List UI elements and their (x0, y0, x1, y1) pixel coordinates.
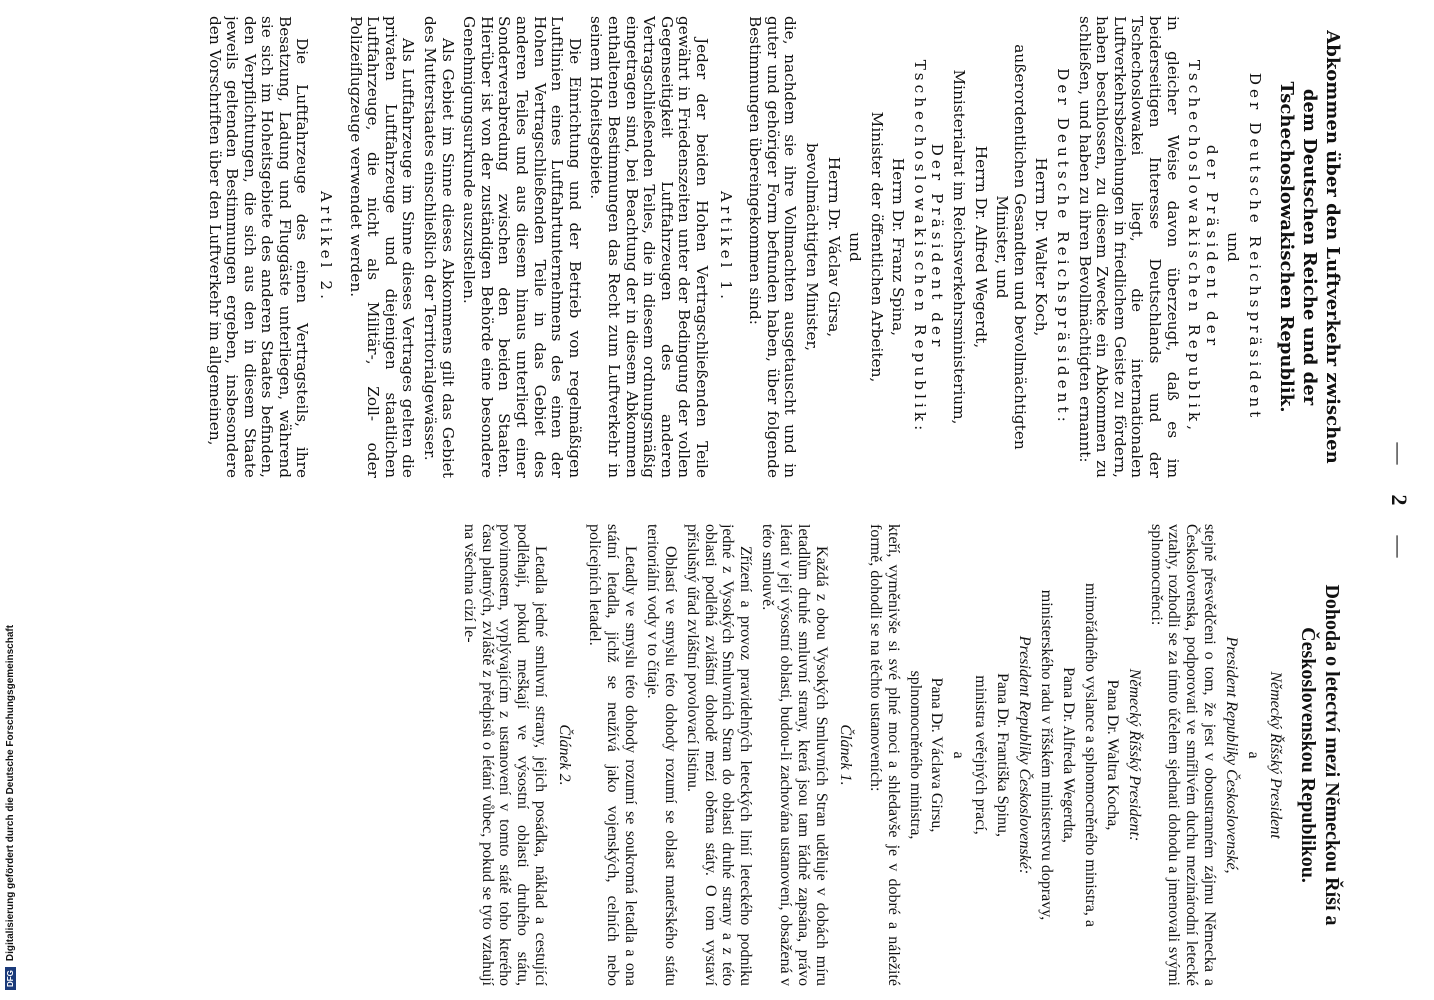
czech-rp-name2: Pana Dr. Alfreda Wegerdta, (1059, 667, 1077, 843)
german-title: Abkommen über den Luftverkehr zwischen dem Deutschen Reiche und der Tschechoslowakischen Republik. (1276, 30, 1343, 464)
digitization-notice: Digitalisierung gefördert durch die Deutsche Forschungsgemeinschaft (4, 624, 16, 962)
german-rp-name2: Herrn Dr. Alfred Wegerdt, (971, 145, 990, 349)
czech-cz-heading: President Republiky Československé: (1016, 635, 1034, 875)
german-und1: und (1224, 232, 1243, 262)
german-art1-heading: Artikel 1. (716, 190, 735, 304)
german-column (14, 16, 1344, 478)
page-number-line (1364, 0, 1434, 1000)
digitization-sidebar (0, 0, 20, 1000)
page-number: 2 (1387, 494, 1412, 506)
czech-preamble: stejně přesvědčeni o tom, že jest v oboustranném zájmu Německa a Československa, podporovati ve smířlivém duchu mezinárodní letecké vztahy, rozhodli se za tímto účelem sjednati dohodu a jmenovali svými splnomocněnci: (1147, 524, 1219, 986)
german-art1-p4: Als Luftfahrzeuge im Sinne dieses Vertrages gelten die privaten Luftfahrzeuge und diejenigen staatlichen Luftfahrzeuge, die nicht als Militär-, Zoll- oder Polizeiflugzeuge verwendet werden. (346, 16, 418, 478)
czech-art2-heading: Článek 2. (556, 724, 574, 786)
czech-a2: a (950, 751, 968, 759)
german-agreement: die, nachdem sie ihre Vollmachten ausgetauscht und in guter und gehöriger Form befunden haben, über folgende Bestimmungen übereingekommen sind: (746, 16, 800, 478)
page-number-dash-right: — (1387, 535, 1412, 558)
german-rp-role2: Ministerialrat im Reichsverkehrsministerium, (950, 69, 969, 425)
german-party2: der Präsident der Tschechoslowakischen Republik, (1185, 59, 1221, 435)
german-art1-p3: Als Gebiet im Sinne dieses Abkommens gilt das Gebiet des Mutterstaates einschließlich der Territorialgewässer. (421, 16, 457, 478)
czech-cz-role1: ministra veřejných prací, (972, 675, 990, 835)
dfg-logo: DFG (5, 967, 16, 990)
german-cz-role2: bevollmächtigten Minister, (802, 142, 821, 352)
czech-rp-role2: ministerského radu v říšském ministerstvu dopravy, (1038, 589, 1056, 921)
german-und2: und (846, 232, 865, 262)
czech-cz-role2: splnomocněného ministra, (906, 670, 924, 840)
czech-title: Dohoda o letectví mezi Německou Říší a Československou Republikou. (1297, 584, 1343, 926)
czech-cz-name2: Pana Dr. Václava Girsu, (928, 677, 946, 833)
czech-art1-p4: Letadly ve smyslu této dohody rozumí se soukromá letadla a ona státní letadla, jichž se neužívá jako vojenských, celních nebo policejních letadel. (586, 524, 639, 986)
german-rp-heading: Der Deutsche Reichspräsident: (1054, 68, 1073, 426)
czech-rp-name1: Pana Dr. Waltra Kocha, (1103, 679, 1121, 831)
czech-art2-p1: Letadla jedné smluvní strany, jejich posádka, náklad a cestující podléhají, pokud meškají ve výsostní oblasti druhého státu, povinnostem, vyplývajícím z ustanovení v tomto státě toho kterého času platných, zvláště z předpisů o létání vůbec, pokud se tyto vztahují na všechna cizí le- (460, 524, 550, 986)
german-art2-heading: Artikel 2. (317, 190, 336, 304)
german-cz-name2: Herrn Dr. Václav Girsa, (824, 156, 843, 338)
czech-party1: Německý Říšský President (1267, 671, 1284, 839)
german-rp-name1: Herrn Dr. Walter Koch, (1032, 157, 1051, 337)
german-cz-name1: Herrn Dr. Franz Spina, (889, 157, 908, 337)
czech-art1-p1: Každá z obou Vysokých Smluvních Stran uděluje v dobách míru letadlům druhé smluvní strany, která jsou tam řádně zapsána, právo létati v její výsostní oblasti, budou-li zachována ustanovení, obsažená v této smlouvě. (759, 524, 830, 986)
page-number-dash-left: — (1387, 442, 1412, 465)
czech-art1-p3: Oblastí ve smyslu této dohody rozumí se oblast mateřského státu teritoriální vody v to čítaje. (643, 524, 679, 986)
czech-column (14, 524, 1344, 986)
german-art1-p2: Die Einrichtung und der Betrieb von regelmäßigen Luftlinien eines Luftfahrtunternehmens des einen der Hohen Vertragschließenden Teile in das Gebiet des anderen Teiles und aus diesem hinaus unterliegt einer Sonderverabredung zwischen den beiden Staaten. Hierüber ist von der zuständigen Behörde eine besondere Genehmigungsurkunde auszustellen. (460, 16, 584, 478)
czech-cz-name1: Pana Dr. Františka Spinu, (994, 673, 1012, 837)
czech-party2: President Republiky Československé, (1223, 636, 1241, 874)
czech-rp-heading: Německý Říšský President: (1125, 668, 1143, 842)
german-party1: Der Deutsche Reichspräsident (1246, 72, 1264, 422)
czech-agreement: kteří, vyměnivše si své plné moci a shledavše je v dobré a náležité formě, dohodli se na těchto ustanoveních: (866, 524, 902, 986)
czech-art1-heading: Článek 1. (836, 724, 854, 786)
german-art1-p1: Jeder der beiden Hohen Vertragschließenden Teile gewährt in Friedenszeiten unter der Bedingung der vollen Gegenseitigkeit Luftfahrzeugen des anderen Vertragschließenden Teiles, die in diesem ordnungsmäßig eingetragen sind, bei Beachtung der in diesem Abkommen enthaltenen Bestimmungen das Recht zum Luftverkehr in seinem Hoheitsgebiete. (587, 16, 711, 478)
czech-a1: a (1245, 751, 1263, 759)
german-art2-p1: Die Luftfahrzeuge des einen Vertragsteils, ihre Besatzung, Ladung und Fluggäste unterliegen, während sie sich im Hoheitsgebiete des anderen Staates befinden, den Verpflichtungen, die sich aus den in diesem Staate jeweils geltenden Bestimmungen ergeben, insbesondere den Vorschriften über den Luftverkehr im allgemeinen, (205, 16, 312, 478)
german-cz-role1: Minister der öffentlichen Arbeiten, (867, 111, 886, 383)
german-cz-heading: Der Präsident der Tschechoslowakischen Republik: (910, 59, 947, 435)
czech-art1-p2: Zřízení a provoz pravidelných leteckých linií leteckého podniku jedné z Vysokých Smluvních Stran do oblasti druhé strany a z této oblasti podléhá zvláštní dohodě mezi oběma státy. O tom vystaví příslušný úřad zvláštní povolovací listinu. (683, 524, 755, 986)
german-rp-role1: außerordentlichen Gesandten und bevollmächtigten Minister, und (993, 44, 1029, 450)
czech-rp-role1: mimořádného vyslance a splnomocněného ministra, a (1081, 583, 1099, 927)
german-preamble: in gleicher Weise davon überzeugt, daß es im beiderseitigen Interesse Deutschlands und der Tschechoslowakei liegt, die internationalen Luftverkehrsbeziehungen in friedlichem Geiste zu fördern, haben beschlossen, zu diesem Zwecke ein Abkommen zu schließen, und haben zu ihren Bevollmächtigten ernannt: (1075, 16, 1182, 478)
